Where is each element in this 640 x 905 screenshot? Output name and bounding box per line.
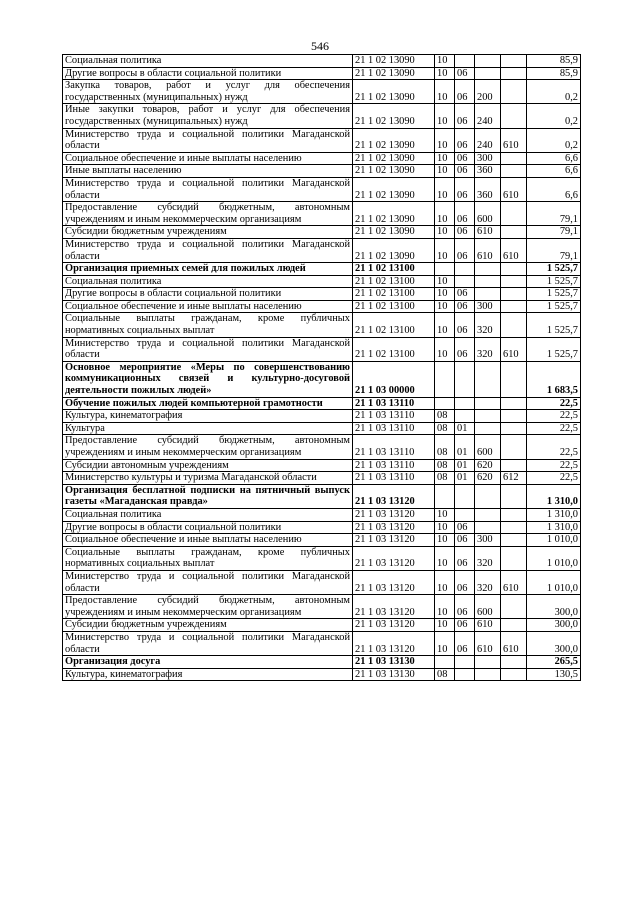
row-amount: 1 010,0	[527, 534, 581, 547]
table-row	[63, 202, 581, 226]
expense-type-code	[475, 422, 501, 435]
subsection-code: 06	[455, 165, 475, 178]
section-code: 10	[435, 80, 455, 104]
row-name: Другие вопросы в области социальной политики	[63, 67, 353, 80]
ministry-code	[501, 668, 527, 681]
row-name: Министерство труда и социальной политики Магаданской области	[63, 238, 353, 262]
ministry-code	[501, 397, 527, 410]
expense-type-code: 610	[475, 238, 501, 262]
target-code: 21 1 02 13100	[353, 288, 435, 301]
row-name: Социальное обеспечение и иные выплаты населению	[63, 300, 353, 313]
section-code: 08	[435, 668, 455, 681]
table-row	[63, 484, 581, 508]
ministry-code	[501, 165, 527, 178]
target-code: 21 1 02 13100	[353, 275, 435, 288]
subsection-code	[455, 55, 475, 68]
row-name: Социальная политика	[63, 55, 353, 68]
section-code: 10	[435, 67, 455, 80]
subsection-code: 06	[455, 619, 475, 632]
expense-type-code: 320	[475, 546, 501, 570]
subsection-code: 06	[455, 337, 475, 361]
subsection-code: 06	[455, 152, 475, 165]
section-code: 08	[435, 472, 455, 485]
row-amount: 22,5	[527, 472, 581, 485]
ministry-code	[501, 300, 527, 313]
row-amount: 130,5	[527, 668, 581, 681]
row-name: Министерство труда и социальной политики Магаданской области	[63, 177, 353, 201]
section-code: 10	[435, 238, 455, 262]
section-code: 10	[435, 619, 455, 632]
expense-type-code	[475, 668, 501, 681]
target-code: 21 1 03 13110	[353, 459, 435, 472]
expense-type-code: 610	[475, 631, 501, 655]
table-row	[63, 595, 581, 619]
table-row	[63, 472, 581, 485]
expense-type-code: 320	[475, 570, 501, 594]
section-code	[435, 656, 455, 669]
ministry-code	[501, 80, 527, 104]
table-row	[63, 656, 581, 669]
ministry-code	[501, 226, 527, 239]
row-amount: 22,5	[527, 459, 581, 472]
table-row	[63, 152, 581, 165]
ministry-code	[501, 67, 527, 80]
subsection-code: 01	[455, 422, 475, 435]
subsection-code: 06	[455, 534, 475, 547]
subsection-code: 01	[455, 472, 475, 485]
row-name: Культура, кинематография	[63, 410, 353, 423]
expense-type-code	[475, 288, 501, 301]
section-code: 10	[435, 152, 455, 165]
expense-type-code: 360	[475, 165, 501, 178]
expense-type-code: 600	[475, 435, 501, 459]
section-code: 10	[435, 313, 455, 337]
target-code: 21 1 03 13120	[353, 570, 435, 594]
ministry-code	[501, 288, 527, 301]
subsection-code: 06	[455, 238, 475, 262]
subsection-code: 06	[455, 226, 475, 239]
table-row	[63, 534, 581, 547]
subsection-code: 06	[455, 313, 475, 337]
target-code: 21 1 02 13090	[353, 128, 435, 152]
expense-type-code: 620	[475, 472, 501, 485]
row-amount: 79,1	[527, 202, 581, 226]
table-row	[63, 397, 581, 410]
ministry-code	[501, 361, 527, 397]
row-amount: 0,2	[527, 80, 581, 104]
subsection-code: 06	[455, 67, 475, 80]
ministry-code	[501, 521, 527, 534]
row-amount: 1 525,7	[527, 300, 581, 313]
row-amount: 1 525,7	[527, 263, 581, 276]
table-row	[63, 128, 581, 152]
ministry-code: 612	[501, 472, 527, 485]
row-name: Министерство труда и социальной политики Магаданской области	[63, 337, 353, 361]
section-code: 08	[435, 422, 455, 435]
section-code: 10	[435, 508, 455, 521]
table-row	[63, 313, 581, 337]
table-row	[63, 263, 581, 276]
row-amount: 1 010,0	[527, 570, 581, 594]
target-code: 21 1 03 13110	[353, 472, 435, 485]
section-code: 10	[435, 546, 455, 570]
ministry-code: 610	[501, 177, 527, 201]
expense-type-code	[475, 521, 501, 534]
table-row	[63, 422, 581, 435]
table-body	[63, 55, 581, 681]
ministry-code: 610	[501, 570, 527, 594]
ministry-code	[501, 152, 527, 165]
expense-type-code	[475, 67, 501, 80]
section-code: 08	[435, 459, 455, 472]
expense-type-code: 600	[475, 202, 501, 226]
subsection-code: 06	[455, 595, 475, 619]
row-name: Основное мероприятие «Меры по совершенствованию коммуникационных связей и культурно-досуговой деятельности пожилых людей»	[63, 361, 353, 397]
section-code: 10	[435, 337, 455, 361]
row-name: Субсидии бюджетным учреждениям	[63, 226, 353, 239]
row-amount: 1 310,0	[527, 521, 581, 534]
ministry-code	[501, 104, 527, 128]
ministry-code	[501, 410, 527, 423]
row-name: Министерство труда и социальной политики Магаданской области	[63, 570, 353, 594]
row-name: Предоставление субсидий бюджетным, автономным учреждениям и иным некоммерческим организациям	[63, 202, 353, 226]
expense-type-code	[475, 55, 501, 68]
row-amount: 0,2	[527, 128, 581, 152]
row-name: Социальные выплаты гражданам, кроме публичных нормативных социальных выплат	[63, 546, 353, 570]
table-row	[63, 435, 581, 459]
subsection-code	[455, 275, 475, 288]
row-name: Организация бесплатной подписки на пятничный выпуск газеты «Магаданская правда»	[63, 484, 353, 508]
target-code: 21 1 02 13090	[353, 165, 435, 178]
subsection-code: 06	[455, 128, 475, 152]
ministry-code	[501, 534, 527, 547]
target-code: 21 1 02 13100	[353, 300, 435, 313]
row-amount: 85,9	[527, 55, 581, 68]
target-code: 21 1 02 13090	[353, 177, 435, 201]
table-row	[63, 177, 581, 201]
target-code: 21 1 03 13110	[353, 435, 435, 459]
table-row	[63, 508, 581, 521]
expense-type-code	[475, 508, 501, 521]
subsection-code: 01	[455, 459, 475, 472]
subsection-code: 06	[455, 570, 475, 594]
expense-type-code: 620	[475, 459, 501, 472]
ministry-code	[501, 202, 527, 226]
row-amount: 265,5	[527, 656, 581, 669]
row-amount: 1 683,5	[527, 361, 581, 397]
row-amount: 1 525,7	[527, 313, 581, 337]
row-name: Министерство труда и социальной политики Магаданской области	[63, 128, 353, 152]
section-code	[435, 484, 455, 508]
target-code: 21 1 02 13090	[353, 238, 435, 262]
row-amount: 22,5	[527, 410, 581, 423]
section-code	[435, 263, 455, 276]
target-code: 21 1 03 13110	[353, 410, 435, 423]
row-name: Другие вопросы в области социальной политики	[63, 288, 353, 301]
section-code: 10	[435, 177, 455, 201]
row-amount: 1 310,0	[527, 484, 581, 508]
row-name: Предоставление субсидий бюджетным, автономным учреждениям и иным некоммерческим организациям	[63, 435, 353, 459]
subsection-code: 06	[455, 202, 475, 226]
row-amount: 79,1	[527, 238, 581, 262]
section-code: 10	[435, 275, 455, 288]
section-code: 10	[435, 128, 455, 152]
ministry-code	[501, 656, 527, 669]
row-amount: 0,2	[527, 104, 581, 128]
ministry-code	[501, 263, 527, 276]
subsection-code: 06	[455, 521, 475, 534]
row-name: Социальное обеспечение и иные выплаты населению	[63, 152, 353, 165]
ministry-code	[501, 595, 527, 619]
ministry-code: 610	[501, 128, 527, 152]
ministry-code: 610	[501, 631, 527, 655]
row-name: Социальная политика	[63, 275, 353, 288]
subsection-code	[455, 508, 475, 521]
target-code: 21 1 02 13090	[353, 104, 435, 128]
ministry-code	[501, 546, 527, 570]
subsection-code: 06	[455, 546, 475, 570]
budget-table	[62, 54, 581, 681]
target-code: 21 1 02 13090	[353, 55, 435, 68]
row-name: Культура	[63, 422, 353, 435]
section-code: 10	[435, 288, 455, 301]
section-code: 08	[435, 435, 455, 459]
target-code: 21 1 02 13090	[353, 67, 435, 80]
expense-type-code	[475, 656, 501, 669]
section-code	[435, 361, 455, 397]
expense-type-code: 300	[475, 300, 501, 313]
expense-type-code: 320	[475, 313, 501, 337]
target-code: 21 1 02 13100	[353, 337, 435, 361]
table-row	[63, 337, 581, 361]
section-code: 08	[435, 410, 455, 423]
table-row	[63, 80, 581, 104]
row-name: Культура, кинематография	[63, 668, 353, 681]
ministry-code	[501, 435, 527, 459]
table-row	[63, 67, 581, 80]
row-name: Закупка товаров, работ и услуг для обеспечения государственных (муниципальных) нужд	[63, 80, 353, 104]
row-name: Социальное обеспечение и иные выплаты населению	[63, 534, 353, 547]
section-code: 10	[435, 226, 455, 239]
table-row	[63, 275, 581, 288]
table-row	[63, 226, 581, 239]
ministry-code: 610	[501, 238, 527, 262]
target-code: 21 1 03 13130	[353, 656, 435, 669]
row-amount: 22,5	[527, 397, 581, 410]
section-code: 10	[435, 570, 455, 594]
section-code: 10	[435, 55, 455, 68]
table-row	[63, 300, 581, 313]
expense-type-code: 240	[475, 104, 501, 128]
row-name: Предоставление субсидий бюджетным, автономным учреждениям и иным некоммерческим организациям	[63, 595, 353, 619]
table-row	[63, 631, 581, 655]
target-code: 21 1 03 00000	[353, 361, 435, 397]
expense-type-code: 240	[475, 128, 501, 152]
target-code: 21 1 02 13100	[353, 263, 435, 276]
subsection-code	[455, 668, 475, 681]
table-row	[63, 459, 581, 472]
table-row	[63, 104, 581, 128]
section-code: 10	[435, 534, 455, 547]
row-name: Социальная политика	[63, 508, 353, 521]
row-name: Субсидии бюджетным учреждениям	[63, 619, 353, 632]
target-code: 21 1 02 13090	[353, 80, 435, 104]
row-name: Другие вопросы в области социальной политики	[63, 521, 353, 534]
subsection-code: 06	[455, 288, 475, 301]
expense-type-code: 600	[475, 595, 501, 619]
page-number: 546	[311, 39, 329, 53]
ministry-code	[501, 459, 527, 472]
ministry-code	[501, 313, 527, 337]
expense-type-code	[475, 275, 501, 288]
row-amount: 22,5	[527, 435, 581, 459]
target-code: 21 1 03 13120	[353, 534, 435, 547]
section-code: 10	[435, 595, 455, 619]
ministry-code	[501, 275, 527, 288]
row-name: Министерство культуры и туризма Магаданской области	[63, 472, 353, 485]
subsection-code	[455, 361, 475, 397]
subsection-code: 06	[455, 177, 475, 201]
row-amount: 85,9	[527, 67, 581, 80]
expense-type-code: 300	[475, 152, 501, 165]
target-code: 21 1 03 13110	[353, 397, 435, 410]
row-amount: 22,5	[527, 422, 581, 435]
ministry-code	[501, 422, 527, 435]
section-code: 10	[435, 104, 455, 128]
ministry-code: 610	[501, 337, 527, 361]
row-name: Организация досуга	[63, 656, 353, 669]
table-row	[63, 410, 581, 423]
subsection-code: 06	[455, 631, 475, 655]
row-amount: 1 010,0	[527, 546, 581, 570]
table-row	[63, 546, 581, 570]
section-code: 10	[435, 300, 455, 313]
expense-type-code: 320	[475, 337, 501, 361]
row-amount: 6,6	[527, 165, 581, 178]
table-row	[63, 570, 581, 594]
row-name: Министерство труда и социальной политики Магаданской области	[63, 631, 353, 655]
section-code: 10	[435, 521, 455, 534]
target-code: 21 1 03 13120	[353, 631, 435, 655]
target-code: 21 1 03 13120	[353, 619, 435, 632]
section-code: 10	[435, 202, 455, 226]
row-amount: 300,0	[527, 619, 581, 632]
expense-type-code: 300	[475, 534, 501, 547]
expense-type-code	[475, 397, 501, 410]
table-row	[63, 238, 581, 262]
ministry-code	[501, 484, 527, 508]
table-row	[63, 619, 581, 632]
target-code: 21 1 03 13130	[353, 668, 435, 681]
row-amount: 1 525,7	[527, 275, 581, 288]
table-row	[63, 521, 581, 534]
row-amount: 79,1	[527, 226, 581, 239]
target-code: 21 1 02 13090	[353, 152, 435, 165]
row-name: Обучение пожилых людей компьютерной грамотности	[63, 397, 353, 410]
ministry-code	[501, 55, 527, 68]
expense-type-code	[475, 410, 501, 423]
target-code: 21 1 03 13120	[353, 508, 435, 521]
target-code: 21 1 03 13110	[353, 422, 435, 435]
row-name: Иные закупки товаров, работ и услуг для обеспечения государственных (муниципальных) нужд	[63, 104, 353, 128]
table-row	[63, 288, 581, 301]
table-row	[63, 165, 581, 178]
target-code: 21 1 02 13100	[353, 313, 435, 337]
expense-type-code: 610	[475, 226, 501, 239]
subsection-code	[455, 410, 475, 423]
target-code: 21 1 03 13120	[353, 521, 435, 534]
table-row	[63, 55, 581, 68]
target-code: 21 1 02 13090	[353, 226, 435, 239]
expense-type-code: 610	[475, 619, 501, 632]
expense-type-code	[475, 484, 501, 508]
row-name: Субсидии автономным учреждениям	[63, 459, 353, 472]
ministry-code	[501, 508, 527, 521]
subsection-code: 06	[455, 80, 475, 104]
subsection-code: 01	[455, 435, 475, 459]
row-amount: 1 525,7	[527, 288, 581, 301]
section-code	[435, 397, 455, 410]
expense-type-code	[475, 263, 501, 276]
subsection-code	[455, 484, 475, 508]
row-name: Организация приемных семей для пожилых людей	[63, 263, 353, 276]
table-row	[63, 668, 581, 681]
expense-type-code	[475, 361, 501, 397]
expense-type-code: 200	[475, 80, 501, 104]
target-code: 21 1 03 13120	[353, 595, 435, 619]
table-row	[63, 361, 581, 397]
row-name: Иные выплаты населению	[63, 165, 353, 178]
row-amount: 6,6	[527, 177, 581, 201]
row-amount: 6,6	[527, 152, 581, 165]
row-amount: 1 310,0	[527, 508, 581, 521]
subsection-code	[455, 263, 475, 276]
row-name: Социальные выплаты гражданам, кроме публичных нормативных социальных выплат	[63, 313, 353, 337]
row-amount: 300,0	[527, 631, 581, 655]
section-code: 10	[435, 165, 455, 178]
subsection-code	[455, 656, 475, 669]
target-code: 21 1 02 13090	[353, 202, 435, 226]
row-amount: 300,0	[527, 595, 581, 619]
row-amount: 1 525,7	[527, 337, 581, 361]
ministry-code	[501, 619, 527, 632]
expense-type-code: 360	[475, 177, 501, 201]
subsection-code: 06	[455, 104, 475, 128]
target-code: 21 1 03 13120	[353, 484, 435, 508]
subsection-code	[455, 397, 475, 410]
subsection-code: 06	[455, 300, 475, 313]
target-code: 21 1 03 13120	[353, 546, 435, 570]
section-code: 10	[435, 631, 455, 655]
